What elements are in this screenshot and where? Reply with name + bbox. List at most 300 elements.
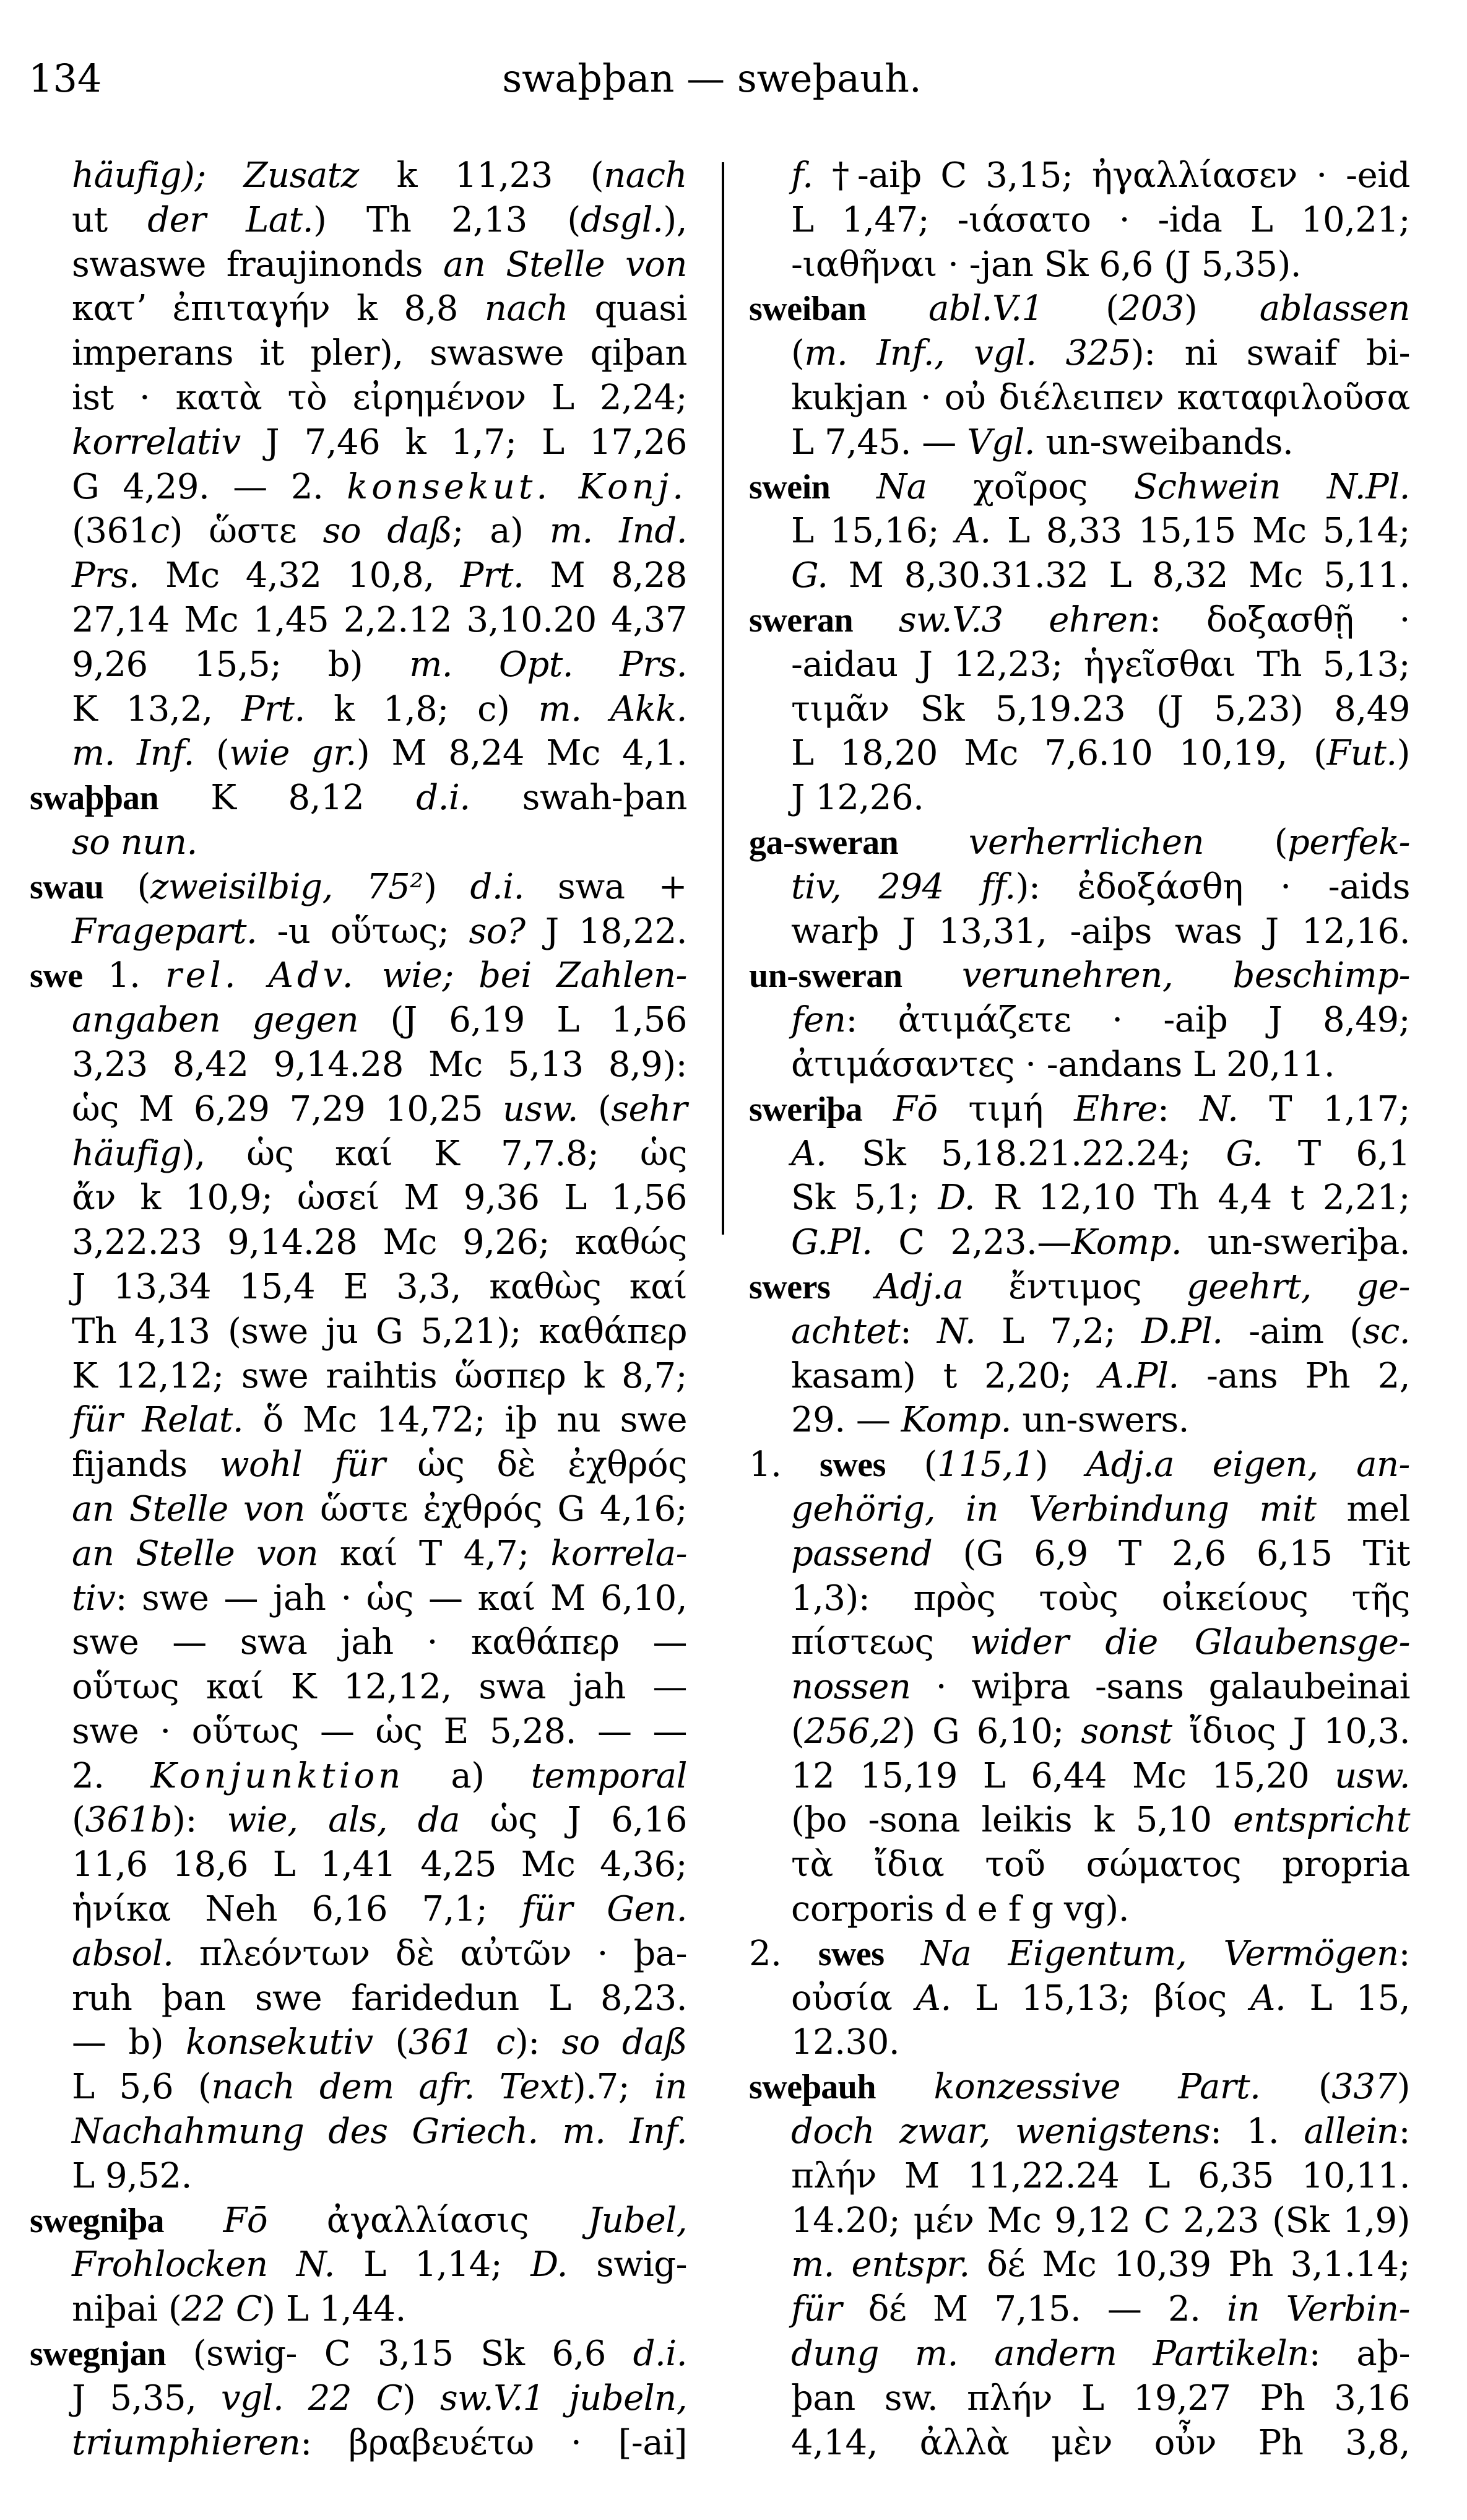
- roman-text: ἡνίκα Neh 6,16 7,1;: [72, 1889, 522, 1930]
- entry-headline: [749, 287, 1410, 331]
- roman-text: T 6,1: [1263, 1133, 1410, 1174]
- line-text: [791, 1887, 1410, 1932]
- roman-text: k 11,23 (: [358, 155, 604, 196]
- headword: swers: [749, 1267, 831, 1306]
- roman-text: οὐσία: [791, 1978, 916, 2018]
- italic-text: Schwein N.Pl.: [1133, 466, 1410, 507]
- italic-text: ablassen: [1259, 289, 1410, 329]
- line-text: [72, 1710, 687, 1754]
- text-line: [749, 1176, 1410, 1220]
- line-text: [72, 509, 687, 554]
- roman-text: κατʼ ἐπιταγήν k 8,8: [72, 289, 485, 329]
- roman-text: ),: [663, 199, 688, 240]
- italic-text: triumphieren: [72, 2422, 301, 2463]
- headword: swein: [749, 467, 831, 506]
- roman-text: L 9,52.: [72, 2155, 192, 2196]
- text-line: [30, 1087, 687, 1132]
- line-text: [72, 820, 687, 865]
- text-line: [749, 243, 1410, 287]
- roman-text: (þo -sona leikis k 5,10: [791, 1800, 1234, 1841]
- roman-text: ὡς J 6,16: [460, 1800, 687, 1841]
- roman-text: M 8,30.31.32 L 8,32 Mc 5,11.: [828, 555, 1410, 596]
- roman-text: L 8,33 15,15 Mc 5,14;: [990, 511, 1410, 552]
- roman-text: (: [373, 2022, 409, 2063]
- roman-text: ), ὡς καί K 7,7.8; ὡς: [181, 1133, 687, 1174]
- line-text: [72, 1976, 687, 2021]
- italic-text: nach: [604, 155, 687, 196]
- italic-text: nossen: [791, 1667, 911, 1708]
- roman-text: πλεόντων δὲ αὐτῶν · þa-: [173, 1933, 687, 1974]
- roman-text: [206, 155, 244, 196]
- line-text: [72, 243, 687, 287]
- italic-text: entspricht: [1233, 1800, 1410, 1841]
- italic-text: Fō: [223, 2200, 268, 2241]
- roman-text: 12.30.: [791, 2022, 900, 2063]
- headword: sweriþa: [749, 1090, 863, 1129]
- roman-text: un-sweriþa.: [1182, 1222, 1411, 1263]
- italic-text: tiv, 294 ff.: [791, 866, 1016, 907]
- headword: un-sweran: [749, 957, 902, 996]
- line-text: [72, 910, 687, 954]
- roman-text: G 4,29. — 2.: [72, 466, 347, 507]
- roman-text: πίστεως: [791, 1622, 971, 1663]
- roman-text: mel: [1316, 1488, 1410, 1529]
- roman-text: Mc 4,32 10,8,: [139, 555, 461, 596]
- roman-text: : swe — jah · ὡς — καί M 6,10,: [115, 1578, 687, 1618]
- entry-headline: [749, 2065, 1410, 2109]
- text-line: [749, 1843, 1410, 1887]
- line-text: [72, 1398, 687, 1443]
- roman-text: k 1,8; c): [305, 689, 539, 729]
- italic-text: Adj.a eigen, an-: [1086, 1445, 1410, 1485]
- italic-text: Nachahmung des Griech. m. Inf.: [72, 2111, 687, 2152]
- italic-text: temporal: [530, 1755, 687, 1796]
- roman-text: T 1,17;: [1238, 1088, 1410, 1129]
- line-text: [72, 376, 687, 420]
- italic-text: 337: [1331, 2067, 1397, 2108]
- line-text: [72, 2243, 687, 2287]
- entry-headline: [749, 465, 1410, 510]
- entry-headline: [749, 598, 1410, 643]
- line-text: [791, 1132, 1410, 1176]
- roman-text: ) L 1,44.: [262, 2289, 406, 2330]
- text-line: [749, 420, 1410, 465]
- text-line: [749, 509, 1410, 554]
- roman-text: [357, 955, 382, 996]
- roman-text: -aidau J 12,23; ἡγεῖσθαι Th 5,13;: [791, 644, 1410, 685]
- line-text: [72, 1887, 687, 1932]
- text-line: [30, 465, 687, 510]
- line-text: [72, 1220, 687, 1265]
- roman-text: L 15,16;: [791, 511, 956, 552]
- roman-text: χοῖρος: [927, 466, 1134, 507]
- italic-text: m. Opt. Prs.: [409, 644, 687, 685]
- roman-text: [866, 289, 928, 329]
- text-line: [30, 1487, 687, 1532]
- line-text: [749, 287, 1410, 332]
- text-line: [749, 776, 1410, 820]
- line-text: [791, 1710, 1410, 1754]
- italic-text: D.Pl.: [1141, 1311, 1223, 1352]
- line-text: [72, 1176, 687, 1220]
- italic-text: vgl. 22 C: [221, 2378, 402, 2418]
- italic-text: für Relat.: [72, 1400, 244, 1441]
- text-line: [30, 1354, 687, 1399]
- text-line: [749, 2154, 1410, 2199]
- line-text: [30, 865, 687, 910]
- roman-text: καί T 4,7;: [318, 1533, 551, 1574]
- roman-text: : ἀτιμάζετε · -aiþ J 8,49;: [846, 1000, 1410, 1041]
- text-line: [30, 2421, 687, 2466]
- italic-text: wie, als, da: [227, 1800, 460, 1841]
- roman-text: ὥστε ἐχθρός G 4,16;: [305, 1488, 687, 1529]
- roman-text: 3,23 8,42 9,14.28 Mc 5,13 8,9):: [72, 1044, 687, 1085]
- line-text: [791, 1043, 1410, 1087]
- roman-text: L 18,20 Mc 7,6.10 10,19, (: [791, 733, 1327, 774]
- italic-text: korrela-: [550, 1533, 687, 1574]
- roman-text: 29. —: [791, 1400, 901, 1441]
- italic-text: Fragepart.: [72, 911, 257, 952]
- roman-text: ἄν k 10,9; ὡσεί M 9,36 L 1,56: [72, 1178, 687, 1219]
- text-line: [30, 154, 687, 198]
- roman-text: swa +: [524, 866, 688, 907]
- text-line: [30, 1443, 687, 1487]
- roman-text: 11,6 18,6 L 1,41 4,25 Mc 4,36;: [72, 1844, 687, 1885]
- italic-text: m. Inf., vgl. 325: [804, 333, 1131, 374]
- line-text: [72, 2376, 687, 2421]
- italic-text: in: [654, 2067, 687, 2108]
- italic-text: achtet: [791, 1311, 900, 1352]
- line-text: [72, 1132, 687, 1176]
- roman-text: L 7,2;: [976, 1311, 1141, 1352]
- roman-text: imperans it pler), swaswe qiþan: [72, 333, 687, 374]
- roman-text: L 7,45. —: [791, 422, 967, 463]
- roman-text: 1,3): πρὸς τοὺς οἰκείους τῆς: [791, 1578, 1410, 1618]
- roman-text: (G 6,9 T 2,6 6,15 Tit: [932, 1533, 1410, 1574]
- roman-text: swah-þan: [470, 778, 687, 819]
- text-line: [30, 1398, 687, 1443]
- text-line: [30, 910, 687, 954]
- text-line: [30, 1176, 687, 1220]
- italic-text: d.i.: [470, 866, 524, 907]
- italic-text: nach: [484, 289, 568, 329]
- line-text: [30, 776, 687, 821]
- text-line: [30, 331, 687, 376]
- text-line: [749, 2287, 1410, 2332]
- line-text: [72, 1443, 687, 1487]
- text-line: [749, 1132, 1410, 1176]
- roman-text: ): [423, 866, 470, 907]
- roman-text: (: [791, 1711, 805, 1752]
- italic-text: sonst: [1081, 1711, 1172, 1752]
- roman-text: ): ἐδοξάσθη · -aids: [1015, 866, 1411, 907]
- roman-text: (: [1043, 289, 1119, 329]
- roman-text: L 5,6 (: [72, 2067, 212, 2108]
- italic-text: usw.: [503, 1088, 578, 1129]
- roman-text: K 8,12: [158, 778, 417, 819]
- line-text: [791, 420, 1410, 465]
- roman-text: ): ni swaif bi-: [1130, 333, 1411, 374]
- line-text: [72, 554, 687, 598]
- roman-text: τιμή: [937, 1088, 1075, 1129]
- roman-text: -ιαθῆναι · -jan Sk 6,6 (J 5,35).: [791, 244, 1302, 285]
- line-text: [30, 954, 687, 999]
- text-line: [749, 2332, 1410, 2376]
- roman-text: fijands: [72, 1445, 220, 1485]
- roman-text: [862, 1089, 893, 1129]
- line-text: [72, 1754, 687, 1799]
- italic-text: häufig: [72, 1133, 182, 1174]
- roman-text: J 12,26.: [791, 778, 924, 819]
- text-line: [749, 1354, 1410, 1399]
- roman-text: (J 6,19 L 1,56: [358, 1000, 687, 1041]
- line-text: [72, 1532, 687, 1576]
- text-line: [749, 998, 1410, 1043]
- roman-text: 2.: [749, 1933, 818, 1974]
- roman-text: swig-: [567, 2244, 688, 2285]
- roman-text: ): [402, 2378, 440, 2418]
- text-line: [30, 1932, 687, 1976]
- italic-text: dung m. andern Partikeln: [791, 2334, 1309, 2374]
- line-text: [791, 1665, 1410, 1710]
- text-line: [749, 1710, 1410, 1754]
- roman-text: (: [791, 333, 805, 374]
- italic-text: sehr: [611, 1088, 687, 1129]
- text-line: [749, 1532, 1410, 1576]
- line-text: [791, 1310, 1410, 1354]
- italic-text: konsekut. Konj.: [347, 466, 687, 507]
- roman-text: :: [899, 1311, 938, 1352]
- italic-text: tiv: [72, 1578, 116, 1618]
- roman-text: swaswe fraujinonds: [72, 244, 443, 285]
- roman-text: ):: [172, 1800, 227, 1841]
- line-text: [72, 1310, 687, 1354]
- text-line: [30, 687, 687, 732]
- roman-text: swe — swa jah · καθάπερ —: [72, 1622, 687, 1663]
- line-text: [72, 687, 687, 732]
- line-text: [791, 1354, 1410, 1399]
- roman-text: 4,14, ἀλλὰ μὲν οὖν Ph 3,8,: [791, 2422, 1410, 2463]
- line-text: [791, 731, 1410, 776]
- line-text: [72, 643, 687, 687]
- entry-headline: [30, 2332, 687, 2376]
- roman-text: K 12,12; swe raihtis ὥσπερ k 8,7;: [72, 1355, 687, 1396]
- roman-text: ): [1034, 1445, 1086, 1485]
- text-line: [749, 554, 1410, 598]
- italic-text: Prs.: [72, 555, 139, 596]
- line-text: [791, 2109, 1410, 2154]
- italic-text: Prt.: [460, 555, 524, 596]
- roman-text: (: [72, 1800, 85, 1841]
- line-text: [791, 1220, 1410, 1265]
- line-text: [72, 998, 687, 1043]
- roman-text: 12 15,19 L 6,44 Mc 15,20: [791, 1755, 1335, 1796]
- entry-headline: [30, 776, 687, 820]
- roman-text: K 13,2,: [72, 689, 241, 729]
- italic-text: m. Inf.: [72, 733, 194, 774]
- roman-text: (: [885, 1445, 937, 1485]
- headword: swe: [30, 957, 83, 996]
- text-line: [30, 731, 687, 776]
- italic-text: wohl für: [219, 1445, 386, 1485]
- roman-text: ).7;: [573, 2067, 655, 2108]
- line-text: [72, 420, 687, 465]
- roman-text: δέ Mc 10,39 Ph 3,1.14;: [969, 2244, 1410, 2285]
- roman-text: ut: [72, 199, 148, 240]
- italic-text: sw.V.1 jubeln,: [439, 2378, 688, 2418]
- text-line: [30, 2154, 687, 2199]
- line-text: [791, 2154, 1410, 2199]
- roman-text: Sk 5,1;: [791, 1178, 938, 1219]
- line-text: [72, 287, 687, 331]
- roman-text: a): [404, 1755, 531, 1796]
- line-text: [791, 1798, 1410, 1843]
- entry-headline: [749, 954, 1410, 998]
- line-text: [749, 820, 1410, 866]
- line-text: [749, 2065, 1410, 2110]
- text-line: [749, 1798, 1410, 1843]
- line-text: [791, 1754, 1410, 1799]
- roman-text: οὕτως καί K 12,12, swa jah —: [72, 1667, 687, 1708]
- italic-text: allein: [1304, 2111, 1399, 2152]
- italic-text: passend: [791, 1533, 933, 1574]
- line-text: [791, 865, 1410, 910]
- text-line: [749, 331, 1410, 376]
- italic-text: G.Pl.: [791, 1222, 873, 1263]
- italic-text: A.: [1250, 1978, 1286, 2018]
- text-line: [749, 1576, 1410, 1621]
- italic-text: sw.V.3 ehren: [898, 599, 1149, 640]
- line-text: [791, 2421, 1410, 2466]
- roman-text: : βραβευέτω · [-ai]: [300, 2422, 687, 2463]
- roman-text: un-swers.: [1011, 1400, 1189, 1441]
- roman-text: 9,26 15,5; b): [72, 644, 410, 685]
- line-text: [30, 2199, 687, 2244]
- roman-text: quasi: [568, 289, 687, 329]
- text-line: [749, 2376, 1410, 2421]
- italic-text: dsgl.: [580, 199, 664, 240]
- italic-text: Fut.: [1326, 733, 1397, 774]
- italic-text: korrelativ: [72, 422, 241, 463]
- headword: swau: [30, 867, 104, 906]
- line-text: [72, 198, 687, 243]
- roman-text: 14.20; μέν Mc 9,12 C 2,23 (Sk 1,9): [791, 2200, 1410, 2241]
- roman-text: C 2,23.—: [872, 1222, 1071, 1263]
- roman-text: -u οὕτως;: [257, 911, 469, 952]
- line-text: [72, 1487, 687, 1532]
- roman-text: : δοξασθῇ ·: [1149, 599, 1410, 640]
- roman-text: (swig- C 3,15 Sk 6,6: [166, 2334, 633, 2374]
- roman-text: ): [1396, 733, 1410, 774]
- text-line: [749, 2020, 1410, 2065]
- roman-text: — b): [72, 2022, 186, 2063]
- italic-text: für Gen.: [521, 1889, 688, 1930]
- italic-text: an Stelle von: [443, 244, 687, 285]
- italic-text: doch zwar, wenigstens: [791, 2111, 1211, 2152]
- text-line: [30, 243, 687, 287]
- text-line: [30, 1220, 687, 1265]
- roman-text: ) G 6,10;: [902, 1711, 1081, 1752]
- italic-text: d.i.: [633, 2334, 687, 2374]
- text-line: [749, 198, 1410, 243]
- headword: ga-sweran: [749, 823, 899, 862]
- line-text: [791, 1176, 1410, 1220]
- roman-text: warþ J 13,31, -aiþs was J 12,16.: [791, 911, 1410, 952]
- line-text: [791, 331, 1410, 376]
- text-line: [749, 2199, 1410, 2243]
- italic-text: Frohlocken N.: [72, 2244, 335, 2285]
- roman-text: 1.: [749, 1445, 820, 1485]
- text-line: [30, 509, 687, 554]
- roman-text: [830, 1267, 875, 1307]
- roman-text: L 15,13; βίος: [951, 1978, 1251, 2018]
- roman-text: J 7,46 k 1,7; L 17,26: [240, 422, 687, 463]
- roman-text: ἀγαλλίασις: [267, 2200, 588, 2241]
- italic-text: geehrt, ge-: [1187, 1266, 1410, 1307]
- roman-text: ruh þan swe faridedun L 8,23.: [72, 1978, 687, 2018]
- roman-text: L 1,14;: [334, 2244, 531, 2285]
- text-line: [30, 1976, 687, 2021]
- roman-text: corporis d e f g vg).: [791, 1889, 1130, 1930]
- line-text: [749, 954, 1410, 999]
- roman-text: πλήν M 11,22.24 L 6,35 10,11.: [791, 2155, 1410, 2196]
- text-line: [749, 910, 1410, 954]
- text-line: [30, 2243, 687, 2287]
- roman-text: : 1.: [1210, 2111, 1304, 2152]
- roman-text: ὡς M 6,29 7,29 10,25: [72, 1088, 503, 1129]
- italic-text: Vgl.: [967, 422, 1036, 463]
- roman-text: swe · οὕτως — ὡς E 5,28. — —: [72, 1711, 687, 1752]
- roman-text: [830, 467, 876, 507]
- italic-text: Na: [876, 466, 927, 507]
- text-line: [749, 1043, 1410, 1087]
- roman-text: J 18,22.: [525, 911, 687, 952]
- text-line: [30, 820, 687, 865]
- roman-text: L 15,: [1286, 1978, 1411, 2018]
- line-text: [791, 1976, 1410, 2021]
- entry-headline: [30, 2199, 687, 2243]
- line-text: [72, 1932, 687, 1976]
- italic-text: perfek-: [1287, 822, 1410, 862]
- italic-text: nach dem afr. Text: [211, 2067, 573, 2108]
- roman-text: τιμᾶν Sk 5,19.23 (J 5,23) 8,49: [791, 689, 1410, 729]
- line-text: [72, 2109, 687, 2154]
- text-line: [30, 1798, 687, 1843]
- italic-text: an Stelle von: [72, 1488, 305, 1529]
- roman-text: -aim (: [1222, 1311, 1363, 1352]
- page-number: 134: [28, 56, 102, 101]
- text-line: [30, 420, 687, 465]
- italic-text: in Verbin-: [1227, 2289, 1411, 2330]
- line-text: [72, 598, 687, 643]
- italic-text: zweisilbig, 75²: [150, 866, 424, 907]
- line-text: [72, 1087, 687, 1132]
- text-line: [749, 865, 1410, 910]
- roman-text: 1.: [82, 955, 165, 996]
- line-text: [749, 1265, 1410, 1310]
- text-line: [30, 1843, 687, 1887]
- text-line: [30, 198, 687, 243]
- line-text: [72, 1043, 687, 1087]
- text-line: [749, 1310, 1410, 1354]
- italic-text: d.i.: [416, 778, 470, 819]
- roman-text: un-sweibands.: [1035, 422, 1294, 463]
- italic-text: m. Ind.: [549, 511, 687, 552]
- line-text: [791, 2287, 1410, 2332]
- italic-text: D.: [530, 2244, 568, 2285]
- line-text: [72, 2020, 687, 2065]
- italic-text: konsekutiv: [185, 2022, 373, 2063]
